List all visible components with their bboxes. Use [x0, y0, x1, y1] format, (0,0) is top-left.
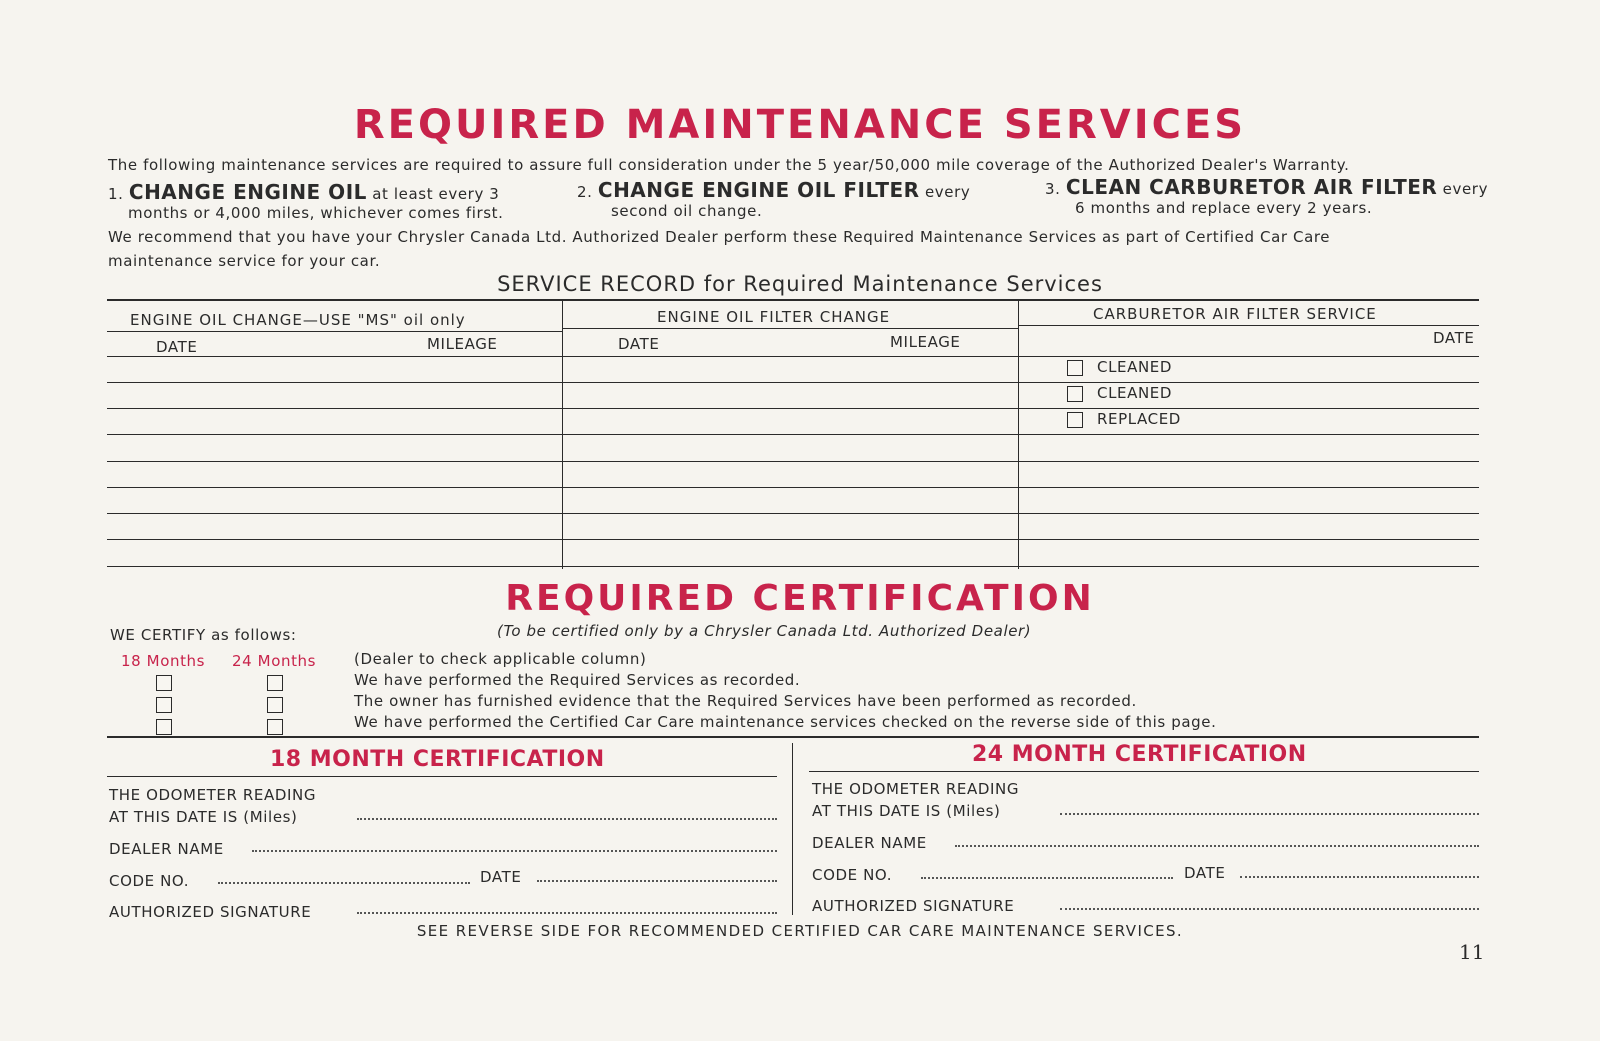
row-rule	[107, 356, 1479, 357]
code-no-label: CODE NO.	[109, 872, 190, 890]
dealer-name-24-field[interactable]	[955, 845, 1479, 847]
cert-24-rule	[809, 771, 1479, 772]
cleaned-checkbox-2[interactable]	[1067, 386, 1083, 402]
date-label: DATE	[1433, 329, 1475, 347]
odometer-24-field[interactable]	[1060, 813, 1479, 815]
checkbox-24-evidence[interactable]	[267, 697, 283, 713]
certify-label: WE CERTIFY as follows:	[110, 626, 297, 644]
date-label: DATE	[1184, 864, 1226, 882]
col-24-months: 24 Months	[232, 652, 317, 670]
page-number: 11	[1459, 940, 1485, 964]
carb-item-label: REPLACED	[1097, 410, 1181, 428]
recommend-text-2: maintenance service for your car.	[108, 252, 381, 270]
cert-18-heading: 18 MONTH CERTIFICATION	[270, 747, 605, 772]
mileage-label: MILEAGE	[427, 335, 498, 353]
cleaned-checkbox-1[interactable]	[1067, 360, 1083, 376]
checkbox-18-recorded[interactable]	[156, 675, 172, 691]
signature-24-field[interactable]	[1060, 908, 1479, 910]
mileage-label: MILEAGE	[890, 333, 961, 351]
service-3-heading: CLEAN CARBURETOR AIR FILTER	[1065, 175, 1438, 199]
cert-column-divider	[792, 743, 793, 915]
cert-statement: The owner has furnished evidence that the Required Services have been performed as recorded.	[354, 692, 1137, 710]
row-rule	[107, 539, 1479, 540]
code-no-18-field[interactable]	[218, 882, 470, 884]
row-rule	[107, 487, 1479, 488]
service-3: 3. CLEAN CARBURETOR AIR FILTER every	[1045, 175, 1489, 199]
cert-statement: We have performed the Required Services as recorded.	[354, 671, 801, 689]
checkbox-24-certified-care[interactable]	[267, 719, 283, 735]
date-18-field[interactable]	[537, 880, 777, 882]
footer-note: SEE REVERSE SIDE FOR RECOMMENDED CERTIFIED CAR CARE MAINTENANCE SERVICES.	[416, 922, 1184, 940]
cert-24-heading: 24 MONTH CERTIFICATION	[972, 742, 1307, 767]
date-label: DATE	[618, 335, 660, 353]
date-24-field[interactable]	[1240, 876, 1479, 878]
cert-statement: (Dealer to check applicable column)	[354, 650, 647, 668]
page-title: REQUIRED MAINTENANCE SERVICES	[353, 102, 1247, 148]
dealer-name-label: DEALER NAME	[812, 834, 927, 852]
col-18-months: 18 Months	[121, 652, 206, 670]
service-2: 2. CHANGE ENGINE OIL FILTER every	[577, 178, 971, 202]
checkbox-18-certified-care[interactable]	[156, 719, 172, 735]
cert-statement: We have performed the Certified Car Care maintenance services checked on the reverse side of this page.	[354, 713, 1217, 731]
carb-item-label: CLEANED	[1097, 384, 1173, 402]
odometer-label: THE ODOMETER READING	[109, 786, 317, 804]
service-3-detail: 6 months and replace every 2 years.	[1075, 199, 1373, 217]
service-record-title: SERVICE RECORD for Required Maintenance Services	[497, 272, 1103, 296]
recommend-text-1: We recommend that you have your Chrysler Canada Ltd. Authorized Dealer perform these Required Maintenance Services as part of Certified Car Care	[108, 228, 1331, 246]
code-no-label: CODE NO.	[812, 866, 893, 884]
service-2-heading: CHANGE ENGINE OIL FILTER	[597, 178, 920, 202]
odometer-label-2: AT THIS DATE IS (Miles)	[812, 802, 1001, 820]
service-2-detail: second oil change.	[611, 202, 763, 220]
signature-18-field[interactable]	[357, 912, 777, 914]
cert-18-rule	[107, 776, 777, 777]
dealer-name-label: DEALER NAME	[109, 840, 224, 858]
cert-subtitle: (To be certified only by a Chrysler Canada Ltd. Authorized Dealer)	[497, 622, 1032, 640]
service-1-detail: months or 4,000 miles, whichever comes first.	[128, 204, 504, 222]
carb-item-label: CLEANED	[1097, 358, 1173, 376]
odometer-18-field[interactable]	[357, 818, 777, 820]
dealer-name-18-field[interactable]	[252, 850, 777, 852]
row-rule	[107, 408, 1479, 409]
header-rule	[107, 331, 562, 332]
service-1-heading: CHANGE ENGINE OIL	[128, 180, 367, 204]
date-label: DATE	[480, 868, 522, 886]
row-rule	[107, 434, 1479, 435]
certification-title: REQUIRED CERTIFICATION	[505, 578, 1095, 619]
cert-top-rule	[107, 736, 1479, 738]
header-rule	[562, 328, 1018, 329]
odometer-label: THE ODOMETER READING	[812, 780, 1020, 798]
signature-label: AUTHORIZED SIGNATURE	[812, 897, 1015, 915]
checkbox-18-evidence[interactable]	[156, 697, 172, 713]
table-top-rule	[107, 299, 1479, 301]
row-rule	[107, 513, 1479, 514]
col-header-oil-filter: ENGINE OIL FILTER CHANGE	[657, 308, 891, 326]
signature-label: AUTHORIZED SIGNATURE	[109, 903, 312, 921]
code-no-24-field[interactable]	[921, 877, 1173, 879]
row-rule	[107, 382, 1479, 383]
col-header-carb-filter: CARBURETOR AIR FILTER SERVICE	[1093, 305, 1377, 323]
service-1: 1. CHANGE ENGINE OIL at least every 3	[108, 180, 500, 204]
row-rule	[107, 461, 1479, 462]
header-rule	[1018, 325, 1479, 326]
date-label: DATE	[156, 338, 198, 356]
checkbox-24-recorded[interactable]	[267, 675, 283, 691]
col-header-oil-change: ENGINE OIL CHANGE—USE "MS" oil only	[130, 311, 466, 329]
intro-text: The following maintenance services are required to assure full consideration under the 5 year/50,000 mile coverage of the Authorized Dealer's Warranty.	[108, 156, 1350, 174]
replaced-checkbox[interactable]	[1067, 412, 1083, 428]
row-rule	[107, 566, 1479, 567]
odometer-label-2: AT THIS DATE IS (Miles)	[109, 808, 298, 826]
